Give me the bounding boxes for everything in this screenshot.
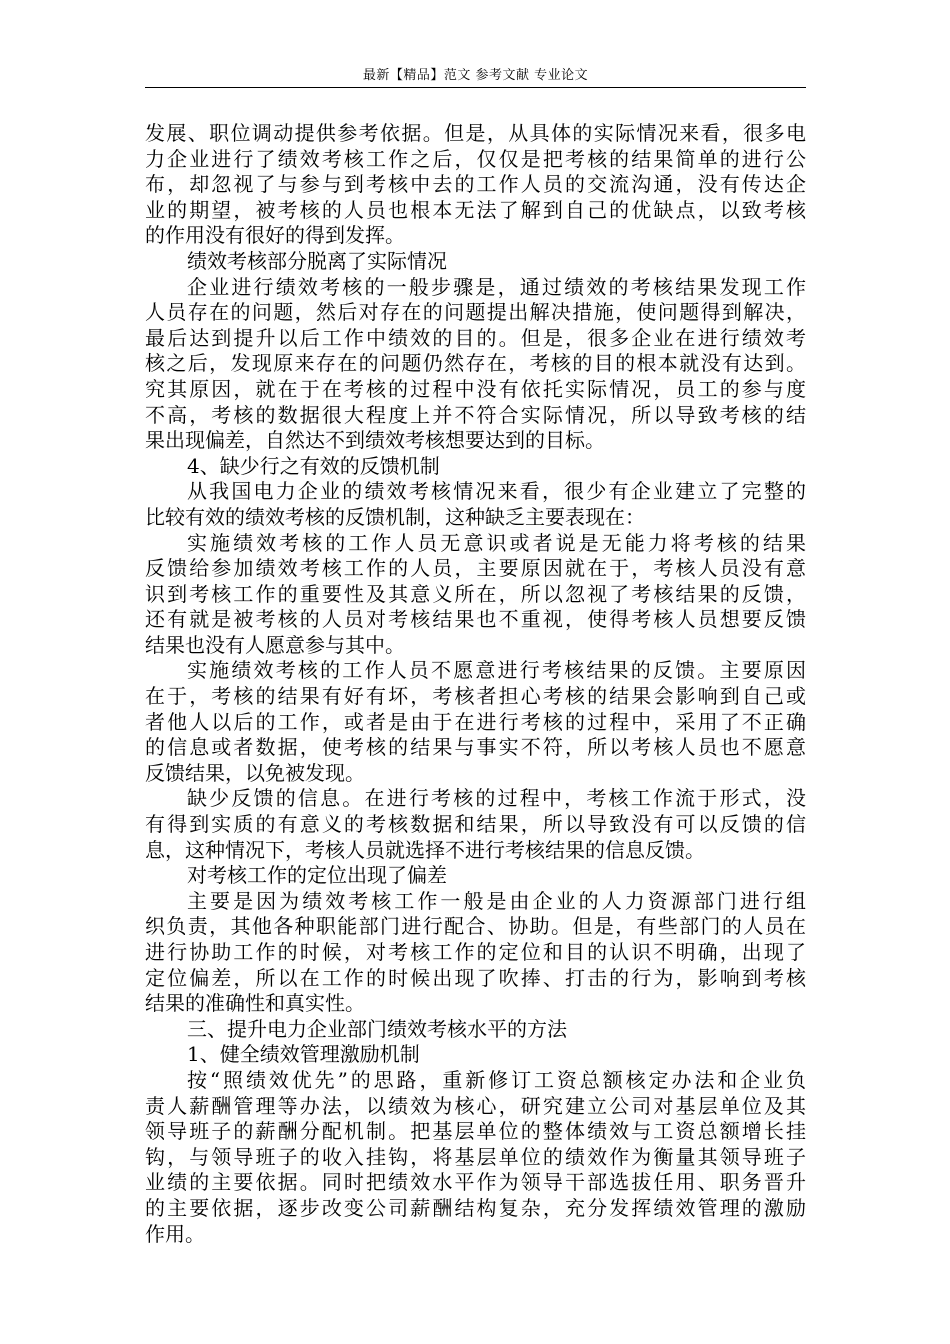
text-line: 1、健全绩效管理激励机制 [187,1042,420,1067]
text-line: 布，却忽视了与参与到考核中去的工作人员的交流沟通，没有传达企 [145,172,806,197]
text-line: 绩效考核部分脱离了实际情况 [187,248,447,273]
text-line: 4、缺少行之有效的反馈机制 [187,453,440,478]
text-line: 实施绩效考核的工作人员无意识或者说是无能力将考核的结果 [187,530,806,555]
text-line: 人员存在的问题，然后对存在的问题提出解决措施，使问题得到解决， [145,300,806,325]
text-line: 缺少反馈的信息。在进行考核的过程中，考核工作流于形式，没 [187,786,806,811]
text-line: 的作用没有很好的得到发挥。 [145,223,405,248]
text-line: 核之后，发现原来存在的问题仍然存在，考核的目的根本就没有达到。 [145,351,806,376]
text-line: 钩，与领导班子的收入挂钩，将基层单位的绩效作为衡量其领导班子 [145,1144,806,1169]
text-line: 按“照绩效优先”的思路，重新修订工资总额核定办法和企业负 [187,1067,806,1092]
text-line: 者他人以后的工作，或者是由于在进行考核的过程中，采用了不正确 [145,709,806,734]
text-line: 责人薪酬管理等办法，以绩效为核心，研究建立公司对基层单位及其 [145,1093,806,1118]
text-line: 对考核工作的定位出现了偏差 [187,863,447,888]
text-line: 的主要依据，逐步改变公司薪酬结构复杂，充分发挥绩效管理的激励 [145,1195,806,1220]
text-line: 识到考核工作的重要性及其意义所在，所以忽视了考核结果的反馈， [145,581,806,606]
text-line: 从我国电力企业的绩效考核情况来看，很少有企业建立了完整的 [187,479,806,504]
text-line: 在于，考核的结果有好有坏，考核者担心考核的结果会影响到自己或 [145,684,806,709]
text-line: 企业进行绩效考核的一般步骤是，通过绩效的考核结果发现工作 [187,274,806,299]
text-line: 力企业进行了绩效考核工作之后，仅仅是把考核的结果简单的进行公 [145,146,806,171]
text-line: 三、提升电力企业部门绩效考核水平的方法 [187,1016,567,1041]
text-line: 实施绩效考核的工作人员不愿意进行考核结果的反馈。主要原因 [187,658,806,683]
text-line: 业绩的主要依据。同时把绩效水平作为领导干部选拔任用、职务晋升 [145,1170,806,1195]
text-line: 结果也没有人愿意参与其中。 [145,632,405,657]
text-line: 反馈结果，以免被发现。 [145,760,365,785]
text-line: 主要是因为绩效考核工作一般是由企业的人力资源部门进行组 [187,888,806,913]
text-line: 反馈给参加绩效考核工作的人员，主要原因就在于，考核人员没有意 [145,556,806,581]
text-line: 定位偏差，所以在工作的时候出现了吹捧、打击的行为，影响到考核 [145,965,806,990]
text-line: 结果的准确性和真实性。 [145,991,365,1016]
header-divider [145,87,806,88]
text-line: 进行协助工作的时候，对考核工作的定位和目的认识不明确，出现了 [145,940,806,964]
text-line: 发展、职位调动提供参考依据。但是，从具体的实际情况来看，很多电 [145,121,806,145]
text-line: 比较有效的绩效考核的反馈机制，这种缺乏主要表现在： [145,504,645,529]
document-body [145,121,806,1247]
text-line: 织负责，其他各种职能部门进行配合、协助。但是，有些部门的人员在 [145,914,806,939]
page-header: 最新【精品】范文 参考文献 专业论文 [362,68,589,83]
text-line: 果出现偏差，自然达不到绩效考核想要达到的目标。 [145,428,605,453]
text-line: 还有就是被考核的人员对考核结果也不重视，使得考核人员想要反馈 [145,607,806,632]
text-line: 作用。 [145,1221,205,1246]
text-line: 最后达到提升以后工作中绩效的目的。但是，很多企业在进行绩效考 [145,325,806,350]
text-line: 息，这种情况下，考核人员就选择不进行考核结果的信息反馈。 [145,837,705,862]
text-line: 的信息或者数据，使考核的结果与事实不符，所以考核人员也不愿意 [145,735,806,760]
text-line: 不高，考核的数据很大程度上并不符合实际情况，所以导致考核的结 [145,402,806,427]
text-line: 有得到实质的有意义的考核数据和结果，所以导致没有可以反馈的信 [145,812,806,837]
text-line: 领导班子的薪酬分配机制。把基层单位的整体绩效与工资总额增长挂 [145,1119,806,1144]
text-line: 业的期望，被考核的人员也根本无法了解到自己的优缺点，以致考核 [145,197,806,222]
text-line: 究其原因，就在于在考核的过程中没有依托实际情况，员工的参与度 [145,376,806,401]
